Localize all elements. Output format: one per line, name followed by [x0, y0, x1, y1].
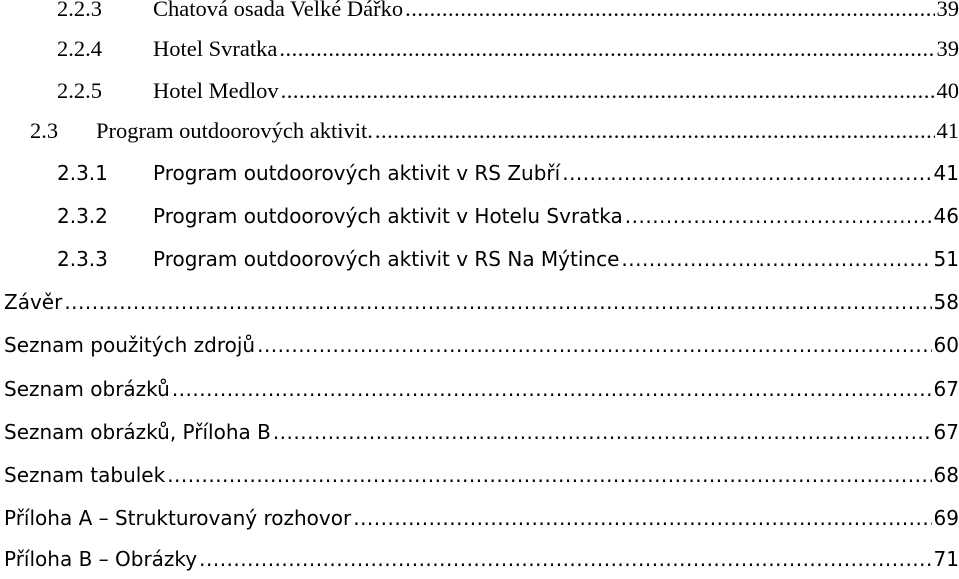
toc-entry-title: Seznam obrázků, Příloha B [4, 420, 271, 444]
toc-entry-title: Příloha A – Strukturovaný rozhovor [4, 506, 352, 530]
toc-entry[interactable] [4, 377, 959, 409]
toc-entry-page: 51 [933, 247, 959, 271]
toc-entry-title: Seznam obrázků [4, 377, 170, 401]
toc-entry-page: 68 [933, 463, 959, 487]
toc-leader-dots [405, 0, 934, 22]
toc-entry-title: Seznam použitých zdrojů [4, 333, 256, 357]
toc-entry[interactable] [4, 463, 959, 495]
toc-entry[interactable] [4, 290, 959, 322]
toc-entry-page: 39 [936, 36, 959, 61]
toc-entry-number: 2.3 [30, 118, 59, 143]
toc-leader-dots [199, 547, 931, 571]
toc-entry[interactable] [4, 333, 959, 365]
toc-entry-title: Program outdoorových aktivit v RS Na Mýtince [153, 247, 620, 271]
toc-entry[interactable] [57, 0, 959, 28]
toc-entry[interactable] [30, 118, 959, 150]
toc-leader-dots [353, 506, 931, 530]
toc-entry-page: 46 [933, 204, 959, 228]
toc-entry-page: 60 [933, 333, 959, 357]
toc-leader-dots [257, 333, 931, 357]
toc-entry[interactable] [4, 547, 959, 579]
toc-entry-title: Hotel Medlov [153, 78, 279, 103]
toc-entry-number: 2.3.1 [57, 161, 108, 185]
toc-leader-dots [625, 204, 932, 228]
toc-leader-dots [273, 420, 932, 444]
toc-entry-number: 2.2.4 [57, 36, 102, 61]
toc-entry-title: Program outdoorových aktivit v RS Zubří [153, 161, 561, 185]
toc-entry-page: 41 [936, 118, 959, 143]
toc-leader-dots [64, 290, 931, 314]
toc-entry-page: 41 [933, 161, 959, 185]
toc-leader-dots [281, 78, 935, 104]
toc-leader-dots [562, 161, 931, 185]
toc-leader-dots [172, 377, 932, 401]
toc-entry-number: 2.3.3 [57, 247, 108, 271]
toc-leader-dots [621, 247, 931, 271]
toc-entry[interactable] [57, 36, 959, 68]
toc-entry-title: Hotel Svratka [153, 36, 278, 61]
toc-entry-title: Chatová osada Velké Dářko [153, 0, 404, 21]
toc-entry[interactable] [4, 506, 959, 538]
toc-entry-title: Seznam tabulek [4, 463, 166, 487]
toc-leader-dots [375, 118, 935, 144]
toc-entry-number: 2.2.3 [57, 0, 102, 21]
toc-entry[interactable] [57, 247, 959, 279]
toc-entry-page: 39 [936, 0, 959, 21]
toc-entry-page: 71 [933, 547, 959, 571]
toc-entry[interactable] [4, 420, 959, 452]
toc-entry-page: 67 [933, 420, 959, 444]
toc-entry-number: 2.3.2 [57, 204, 108, 228]
toc-entry-number: 2.2.5 [57, 78, 102, 103]
toc-entry-title: Závěr [4, 290, 63, 314]
toc-leader-dots [279, 36, 934, 62]
toc-entry-title: Příloha B – Obrázky [4, 547, 198, 571]
toc-entry-title: Program outdoorových aktivit. [96, 118, 373, 143]
toc-entry-title: Program outdoorových aktivit v Hotelu Svratka [153, 204, 623, 228]
toc-entry-page: 67 [933, 377, 959, 401]
toc-entry[interactable] [57, 161, 959, 193]
toc-entry[interactable] [57, 78, 959, 110]
toc-entry[interactable] [57, 204, 959, 236]
toc-entry-page: 40 [936, 78, 959, 103]
toc-leader-dots [167, 463, 931, 487]
toc-entry-page: 69 [933, 506, 959, 530]
toc-entry-page: 58 [933, 290, 959, 314]
